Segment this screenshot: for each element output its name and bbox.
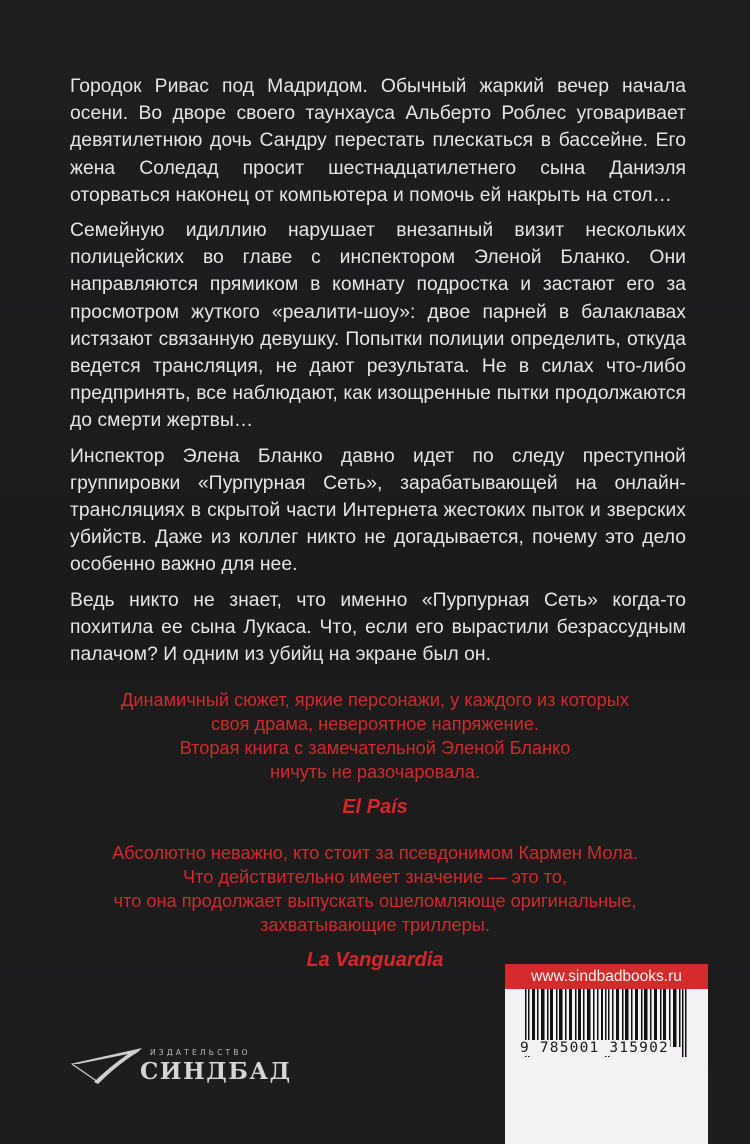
publisher-logo — [68, 1038, 292, 1088]
review-line: Что действительно имеет значение — это то, — [183, 867, 567, 887]
review-line: захватывающие триллеры. — [260, 915, 490, 935]
barcode-panel — [505, 964, 708, 1144]
review-line: Динамичный сюжет, яркие персонажи, у каждого из которых — [121, 690, 629, 710]
review-line: Вторая книга с замечательной Эленой Бланко — [179, 738, 571, 758]
publisher-label: ИЗДАТЕЛЬСТВО — [150, 1048, 251, 1057]
isbn-digits: 9 785001 315902 — [520, 1040, 669, 1056]
synopsis-paragraph-2: Семейную идиллию нарушает внезапный визит нескольких полицейских во главе с инспектором Эленой Бланко. Они направляются прямиком в комнату подростка и застают его за просмотром жуткого «реалити-шоу»: двое парней в балаклавах истязают связанную девушку. Попытки полиции определить, откуда ведется трансляция, не дают результата. Не в силах что-либо предпринять, все наблюдают, как изощренные пытки продолжаются до смерти жертвы… — [70, 220, 686, 432]
review-line: что она продолжает выпускать ошеломляюще оригинальные, — [113, 891, 637, 911]
review-line: своя драма, невероятное напряжение. — [210, 714, 540, 734]
review-el-pais — [40, 688, 710, 819]
publisher-url[interactable]: www.sindbadbooks.ru — [505, 964, 708, 989]
isbn-number — [519, 1040, 704, 1056]
synopsis — [70, 73, 686, 676]
review-la-vanguardia — [40, 841, 710, 972]
review-source: La Vanguardia — [306, 949, 444, 971]
synopsis-paragraph-3: Инспектор Элена Бланко давно идет по следу преступной группировки «Пурпурная Сеть», зарабатывающей на онлайн-трансляциях в скрытой части Интернета жестоких пыток и зверских убийств. Даже из коллег никто не догадывается, почему это дело особенно важно для нее. — [70, 445, 686, 576]
press-reviews — [40, 688, 710, 994]
review-line: ничуть не разочаровала. — [270, 762, 480, 782]
review-line: Абсолютно неважно, кто стоит за псевдонимом Кармен Мола. — [112, 843, 638, 863]
review-source: El País — [342, 796, 408, 818]
synopsis-paragraph-4: Ведь никто не знает, что именно «Пурпурная Сеть» когда-то похитила ее сына Лукаса. Что, если его вырастили безрассудным палачом? И одним из убийц на экране был он. — [70, 589, 686, 666]
sail-icon — [68, 1042, 148, 1088]
synopsis-paragraph-1: Городок Ривас под Мадридом. Обычный жаркий вечер начала осени. Во дворе своего таунхауса Альберто Роблес уговаривает девятилетнюю дочь Сандру перестать плескаться в бассейне. Его жена Соледад просит шестнадцатилетнего сына Даниэля оторваться наконец от компьютера и помочь ей накрыть на стол… — [70, 76, 686, 206]
publisher-name: СИНДБАД — [140, 1058, 292, 1085]
